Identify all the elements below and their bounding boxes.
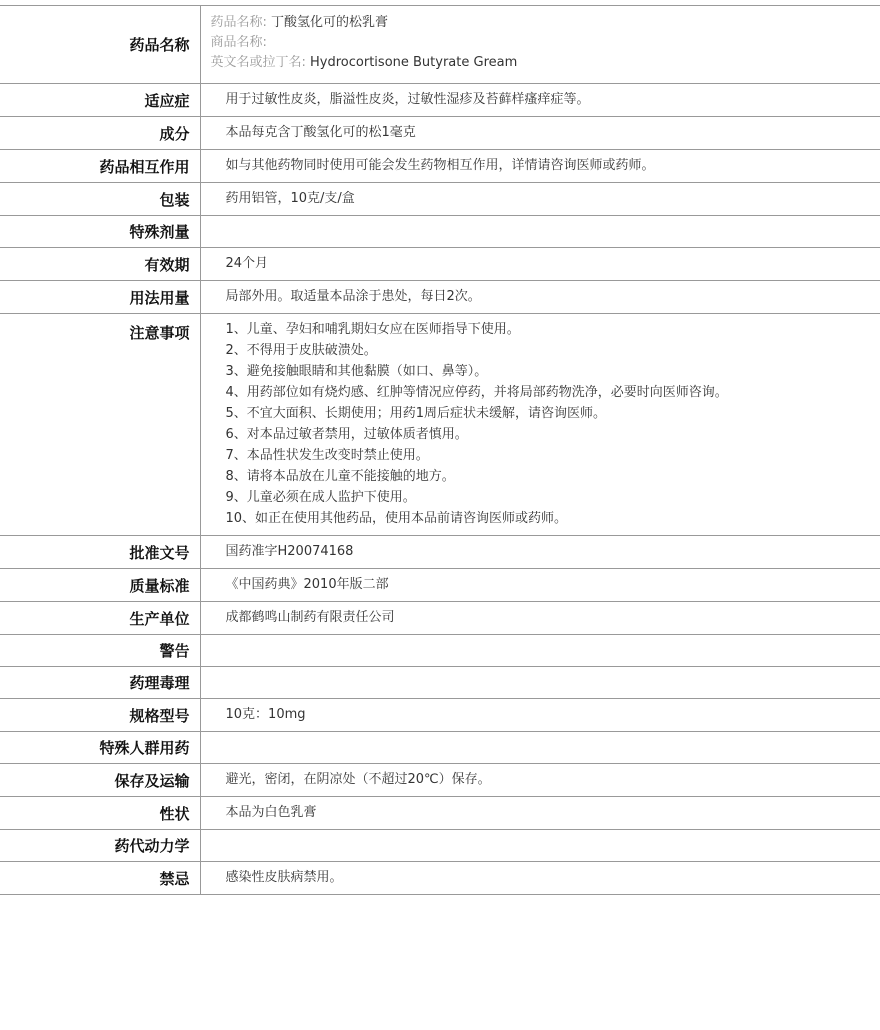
precaution-item: 8、请将本品放在儿童不能接触的地方。 [225,469,455,484]
row-value: 局部外用。取适量本品涂于患处，每日2次。 [225,289,481,304]
precaution-item: 3、避免接触眼睛和其他黏膜（如口、鼻等）。 [225,364,488,379]
row-ingredients [0,117,880,150]
row-label: 成分 [0,117,200,150]
precaution-item: 6、对本品过敏者禁用，过敏体质者慎用。 [225,427,468,442]
row-quality-standard [0,569,880,602]
precaution-item: 4、用药部位如有烧灼感、红肿等情况应停药，并将局部药物洗净，必要时向医师咨询。 [225,385,728,400]
precaution-item: 9、儿童必须在成人监护下使用。 [225,490,416,505]
row-storage [0,764,880,797]
row-label: 药品名称 [0,6,200,84]
row-value: 国药准字H20074168 [225,544,354,559]
row-label: 用法用量 [0,281,200,314]
precaution-item: 5、不宜大面积、长期使用；用药1周后症状未缓解，请咨询医师。 [225,406,607,421]
row-value [200,6,880,84]
precaution-item: 1、儿童、孕妇和哺乳期妇女应在医师指导下使用。 [225,322,520,337]
row-value: 避光，密闭，在阴凉处（不超过20℃）保存。 [225,772,491,787]
row-value [200,732,880,764]
row-label: 包装 [0,183,200,216]
row-drug-name [0,6,880,84]
row-value: 成都鹤鸣山制药有限责任公司 [225,610,395,625]
row-precautions [0,314,880,536]
row-approval-number [0,536,880,569]
trade-name-key: 商品名称: [210,35,267,50]
row-label: 质量标准 [0,569,200,602]
row-interactions [0,150,880,183]
row-special-populations [0,732,880,764]
row-manufacturer [0,602,880,635]
row-label: 性状 [0,797,200,830]
row-appearance [0,797,880,830]
row-label: 保存及运输 [0,764,200,797]
row-indication [0,84,880,117]
row-label: 特殊人群用药 [0,732,200,764]
row-label: 警告 [0,635,200,667]
row-value: 10克：10mg [225,707,306,722]
row-usage-dosage [0,281,880,314]
row-value: 本品为白色乳膏 [225,805,317,820]
row-pharmacokinetics [0,830,880,862]
row-pharmacology [0,667,880,699]
row-label: 特殊剂量 [0,216,200,248]
row-label: 药理毒理 [0,667,200,699]
row-value: 24个月 [225,256,269,271]
row-value: 如与其他药物同时使用可能会发生药物相互作用，详情请咨询医师或药师。 [225,158,655,173]
row-value: 《中国药典》2010年版二部 [225,577,389,592]
precaution-item: 10、如正在使用其他药品，使用本品前请咨询医师或药师。 [225,511,568,526]
row-label: 药品相互作用 [0,150,200,183]
row-label: 规格型号 [0,699,200,732]
english-name-value: Hydrocortisone Butyrate Gream [310,55,518,70]
row-label: 有效期 [0,248,200,281]
row-value [200,830,880,862]
drug-spec-table [0,5,880,895]
row-value: 本品每克含丁酸氢化可的松1毫克 [225,125,416,140]
generic-name-line [211,13,873,33]
row-label: 生产单位 [0,602,200,635]
row-value: 药用铝管，10克/支/盒 [225,191,355,206]
row-value [200,667,880,699]
row-value [200,635,880,667]
row-value: 用于过敏性皮炎，脂溢性皮炎，过敏性湿疹及苔藓样瘙痒症等。 [225,92,590,107]
row-value [200,216,880,248]
precaution-item: 2、不得用于皮肤破溃处。 [225,343,377,358]
row-specification [0,699,880,732]
row-label: 禁忌 [0,862,200,895]
english-name-line [211,53,873,73]
row-label: 适应症 [0,84,200,117]
row-label: 注意事项 [0,314,200,536]
trade-name-line [211,33,873,53]
precaution-item: 7、本品性状发生改变时禁止使用。 [225,448,429,463]
row-label: 药代动力学 [0,830,200,862]
row-packaging [0,183,880,216]
english-name-key: 英文名或拉丁名: [210,55,306,70]
generic-name-value: 丁酸氢化可的松乳膏 [271,15,389,30]
row-contraindications [0,862,880,895]
row-special-dosage [0,216,880,248]
row-shelf-life [0,248,880,281]
row-warning [0,635,880,667]
row-label: 批准文号 [0,536,200,569]
row-value [200,314,880,536]
generic-name-key: 药品名称: [210,15,267,30]
row-value: 感染性皮肤病禁用。 [225,870,343,885]
